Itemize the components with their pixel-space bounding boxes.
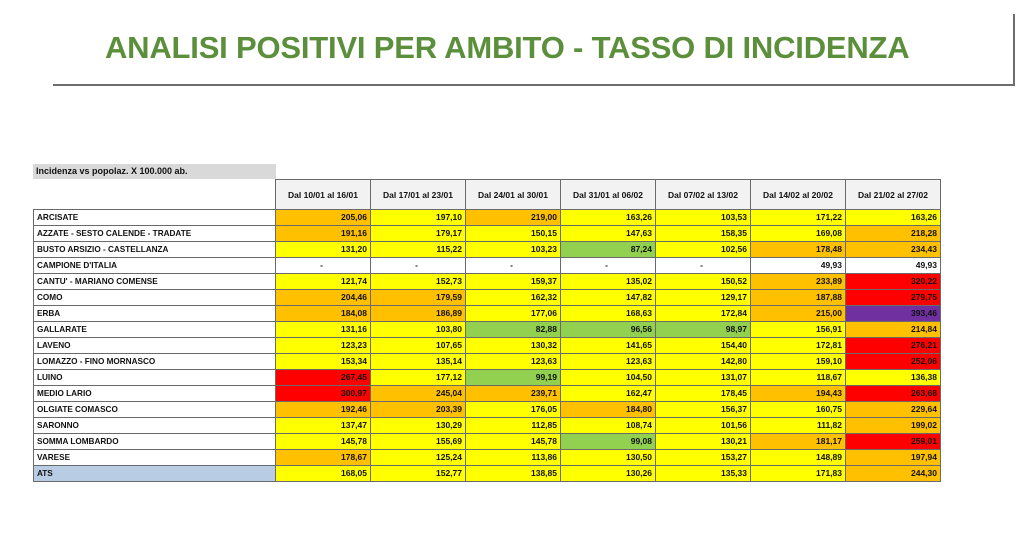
column-header: Dal 10/01 al 16/01: [276, 180, 371, 210]
value-cell: 137,47: [276, 418, 371, 434]
page-title: ANALISI POSITIVI PER AMBITO - TASSO DI INCIDENZA: [105, 30, 910, 65]
value-cell: 197,10: [371, 210, 466, 226]
value-cell: 104,50: [561, 370, 656, 386]
value-cell: 160,75: [751, 402, 846, 418]
value-cell: 214,84: [846, 322, 941, 338]
value-cell: -: [561, 258, 656, 274]
table-row: [34, 402, 941, 418]
value-cell: 82,88: [466, 322, 561, 338]
title-side-rule: [1013, 14, 1015, 86]
value-cell: -: [371, 258, 466, 274]
value-cell: 162,32: [466, 290, 561, 306]
value-cell: 123,63: [466, 354, 561, 370]
value-cell: 184,08: [276, 306, 371, 322]
table-row: [34, 434, 941, 450]
value-cell: -: [466, 258, 561, 274]
table-row: [34, 466, 941, 482]
value-cell: 147,82: [561, 290, 656, 306]
value-cell: 204,46: [276, 290, 371, 306]
value-cell: 187,88: [751, 290, 846, 306]
table-row: [34, 338, 941, 354]
value-cell: 152,73: [371, 274, 466, 290]
value-cell: 49,93: [751, 258, 846, 274]
column-header: Dal 07/02 al 13/02: [656, 180, 751, 210]
row-label: LAVENO: [34, 338, 276, 354]
table-row: [34, 242, 941, 258]
value-cell: 49,93: [846, 258, 941, 274]
value-cell: 233,89: [751, 274, 846, 290]
value-cell: 276,21: [846, 338, 941, 354]
value-cell: 118,67: [751, 370, 846, 386]
value-cell: 121,74: [276, 274, 371, 290]
value-cell: 163,26: [561, 210, 656, 226]
value-cell: 148,89: [751, 450, 846, 466]
table-header-row: [34, 180, 941, 210]
value-cell: 125,24: [371, 450, 466, 466]
value-cell: 108,74: [561, 418, 656, 434]
value-cell: 103,80: [371, 322, 466, 338]
value-cell: 111,82: [751, 418, 846, 434]
value-cell: 130,50: [561, 450, 656, 466]
value-cell: 192,46: [276, 402, 371, 418]
value-cell: 218,28: [846, 226, 941, 242]
value-cell: 115,22: [371, 242, 466, 258]
value-cell: 101,56: [656, 418, 751, 434]
table-body: [34, 210, 941, 482]
value-cell: 168,05: [276, 466, 371, 482]
value-cell: 102,56: [656, 242, 751, 258]
value-cell: 162,47: [561, 386, 656, 402]
value-cell: 179,59: [371, 290, 466, 306]
row-label: SOMMA LOMBARDO: [34, 434, 276, 450]
header-corner: [34, 180, 276, 210]
value-cell: 131,16: [276, 322, 371, 338]
value-cell: 178,45: [656, 386, 751, 402]
value-cell: 113,86: [466, 450, 561, 466]
row-label: LUINO: [34, 370, 276, 386]
value-cell: 267,45: [276, 370, 371, 386]
value-cell: 168,63: [561, 306, 656, 322]
row-label: SARONNO: [34, 418, 276, 434]
value-cell: 154,40: [656, 338, 751, 354]
value-cell: 259,01: [846, 434, 941, 450]
value-cell: 169,08: [751, 226, 846, 242]
value-cell: 194,43: [751, 386, 846, 402]
value-cell: 171,22: [751, 210, 846, 226]
row-label: BUSTO ARSIZIO - CASTELLANZA: [34, 242, 276, 258]
row-label: ATS: [34, 466, 276, 482]
value-cell: 147,63: [561, 226, 656, 242]
row-label: ARCISATE: [34, 210, 276, 226]
title-underline: [53, 84, 1015, 86]
value-cell: 239,71: [466, 386, 561, 402]
value-cell: 176,05: [466, 402, 561, 418]
value-cell: 320,22: [846, 274, 941, 290]
value-cell: 135,14: [371, 354, 466, 370]
value-cell: 178,48: [751, 242, 846, 258]
value-cell: 150,52: [656, 274, 751, 290]
value-cell: 153,27: [656, 450, 751, 466]
value-cell: 129,17: [656, 290, 751, 306]
value-cell: 172,84: [656, 306, 751, 322]
value-cell: 131,20: [276, 242, 371, 258]
table-row: [34, 418, 941, 434]
value-cell: 191,16: [276, 226, 371, 242]
row-label: MEDIO LARIO: [34, 386, 276, 402]
value-cell: 155,69: [371, 434, 466, 450]
value-cell: 244,30: [846, 466, 941, 482]
row-label: ERBA: [34, 306, 276, 322]
value-cell: 99,19: [466, 370, 561, 386]
value-cell: 96,56: [561, 322, 656, 338]
value-cell: 172,81: [751, 338, 846, 354]
value-cell: 159,37: [466, 274, 561, 290]
table-row: [34, 450, 941, 466]
row-label: GALLARATE: [34, 322, 276, 338]
column-header: Dal 14/02 al 20/02: [751, 180, 846, 210]
value-cell: 130,21: [656, 434, 751, 450]
value-cell: 215,00: [751, 306, 846, 322]
value-cell: 177,12: [371, 370, 466, 386]
value-cell: 131,07: [656, 370, 751, 386]
value-cell: 135,02: [561, 274, 656, 290]
value-cell: 229,64: [846, 402, 941, 418]
value-cell: -: [276, 258, 371, 274]
value-cell: 145,78: [276, 434, 371, 450]
value-cell: 130,32: [466, 338, 561, 354]
value-cell: 199,02: [846, 418, 941, 434]
value-cell: 393,46: [846, 306, 941, 322]
table-row: [34, 322, 941, 338]
value-cell: 159,10: [751, 354, 846, 370]
value-cell: 153,34: [276, 354, 371, 370]
value-cell: 142,80: [656, 354, 751, 370]
value-cell: 135,33: [656, 466, 751, 482]
value-cell: 87,24: [561, 242, 656, 258]
value-cell: 145,78: [466, 434, 561, 450]
value-cell: 203,39: [371, 402, 466, 418]
value-cell: 279,75: [846, 290, 941, 306]
table-caption: Incidenza vs popolaz. X 100.000 ab.: [33, 164, 276, 179]
value-cell: 152,77: [371, 466, 466, 482]
value-cell: 99,08: [561, 434, 656, 450]
value-cell: 123,63: [561, 354, 656, 370]
table-row: [34, 290, 941, 306]
value-cell: 156,91: [751, 322, 846, 338]
row-label: LOMAZZO - FINO MORNASCO: [34, 354, 276, 370]
value-cell: 177,06: [466, 306, 561, 322]
row-label: CANTU' - MARIANO COMENSE: [34, 274, 276, 290]
value-cell: 181,17: [751, 434, 846, 450]
value-cell: 112,85: [466, 418, 561, 434]
table-row: [34, 210, 941, 226]
column-header: Dal 31/01 al 06/02: [561, 180, 656, 210]
value-cell: 158,35: [656, 226, 751, 242]
value-cell: 171,83: [751, 466, 846, 482]
value-cell: 156,37: [656, 402, 751, 418]
column-header: Dal 21/02 al 27/02: [846, 180, 941, 210]
value-cell: 197,94: [846, 450, 941, 466]
table-row: [34, 226, 941, 242]
row-label: CAMPIONE D'ITALIA: [34, 258, 276, 274]
value-cell: 141,65: [561, 338, 656, 354]
value-cell: 300,97: [276, 386, 371, 402]
value-cell: 136,38: [846, 370, 941, 386]
table-row: [34, 386, 941, 402]
value-cell: -: [656, 258, 751, 274]
row-label: VARESE: [34, 450, 276, 466]
value-cell: 138,85: [466, 466, 561, 482]
value-cell: 252,06: [846, 354, 941, 370]
value-cell: 103,53: [656, 210, 751, 226]
table-row: [34, 306, 941, 322]
table-row: [34, 274, 941, 290]
value-cell: 150,15: [466, 226, 561, 242]
value-cell: 98,97: [656, 322, 751, 338]
row-label: AZZATE - SESTO CALENDE - TRADATE: [34, 226, 276, 242]
table-row: [34, 258, 941, 274]
row-label: COMO: [34, 290, 276, 306]
value-cell: 103,23: [466, 242, 561, 258]
table-row: [34, 354, 941, 370]
table-row: [34, 370, 941, 386]
value-cell: 219,00: [466, 210, 561, 226]
column-header: Dal 24/01 al 30/01: [466, 180, 561, 210]
value-cell: 178,67: [276, 450, 371, 466]
column-header: Dal 17/01 al 23/01: [371, 180, 466, 210]
value-cell: 234,43: [846, 242, 941, 258]
value-cell: 130,29: [371, 418, 466, 434]
value-cell: 179,17: [371, 226, 466, 242]
value-cell: 123,23: [276, 338, 371, 354]
value-cell: 163,26: [846, 210, 941, 226]
value-cell: 245,04: [371, 386, 466, 402]
value-cell: 184,80: [561, 402, 656, 418]
value-cell: 130,26: [561, 466, 656, 482]
value-cell: 186,89: [371, 306, 466, 322]
incidence-table: [33, 179, 941, 482]
value-cell: 263,68: [846, 386, 941, 402]
value-cell: 107,65: [371, 338, 466, 354]
row-label: OLGIATE COMASCO: [34, 402, 276, 418]
value-cell: 205,06: [276, 210, 371, 226]
